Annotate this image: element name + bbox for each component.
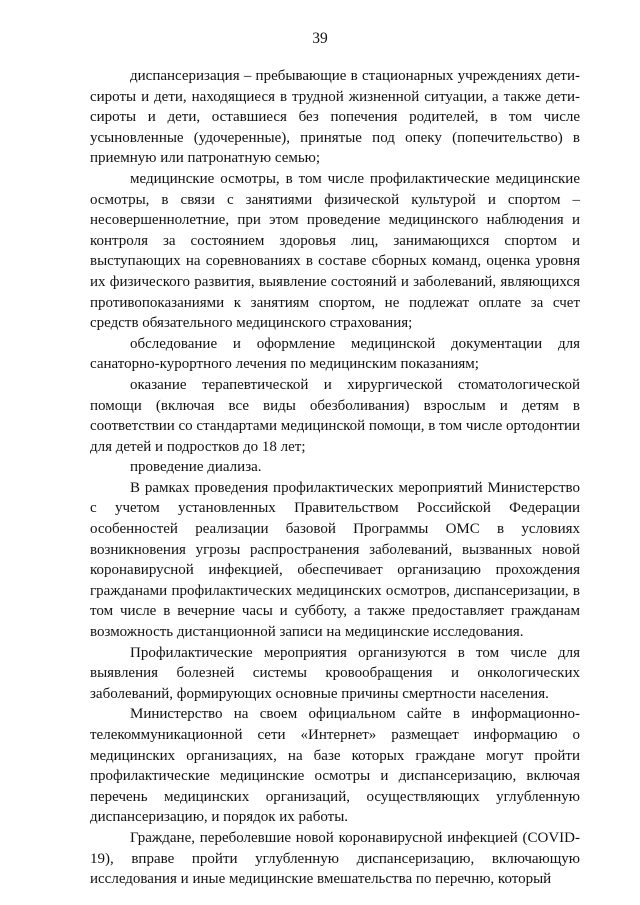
paragraph-preventive-measures-purpose: Профилактические мероприятия организуются в том числе для выявления болезней системы кровообращения и онкологических заболеваний, формирующих основные причины смертности населения. xyxy=(90,644,580,702)
paragraph-medical-checkups-sport: медицинские осмотры, в том числе профилактические медицинские осмотры, в связи с занятиями физической культурой и спортом – несовершеннолетние, при этом проведение медицинского наблюдения и контроля за состоянием здоровья лиц, занимающихся спортом и выступающих на соревнованиях в составе сборных команд, оценка уровня их физического развития, выявление состояний и заболеваний, являющихся противопоказаниями к занятиям спортом, не подлежат оплате за счет средств обязательного медицинского страхования; xyxy=(90,170,580,332)
paragraph-dispanserization-orphans: диспансеризация – пребывающие в стационарных учреждениях дети-сироты и дети, находящиеся в трудной жизненной ситуации, а также дети-сироты и дети, оставшиеся без попечения родителей, в том числе усыновленные (удочеренные), принятые под опеку (попечительство) в приемную или патронатную семью; xyxy=(90,68,580,167)
page-number: 39 xyxy=(312,30,328,47)
paragraph-sanatorium-documentation: обследование и оформление медицинской документации для санаторно-курортного лечения по медицинским показаниям; xyxy=(90,335,580,373)
paragraph-dental-care: оказание терапевтической и хирургической стоматологической помощи (включая все виды обезболивания) взрослым и детям в соответствии со стандартами медицинской помощи, в том числе ортодонтии для детей и подростков до 18 лет; xyxy=(90,376,580,455)
paragraph-covid-recovered-citizens: Граждане, переболевшие новой коронавирусной инфекцией (COVID-19), вправе пройти углубленную диспансеризацию, включающую исследования и иные медицинские вмешательства по перечню, который xyxy=(90,829,580,888)
paragraph-preventive-measures-ministry: В рамках проведения профилактических мероприятий Министерство с учетом установленных Правительством Российской Федерации особенностей реализации базовой Программы ОМС в условиях возникновения угрозы распространения заболеваний, вызванных новой коронавирусной инфекцией, обеспечивает организацию прохождения гражданами профилактических медицинских осмотров, диспансеризации, в том числе в вечерние часы и субботу, а также предоставляет гражданам возможность дистанционной записи на медицинские исследования. xyxy=(90,479,580,641)
document-body xyxy=(90,66,580,890)
paragraph-dialysis: проведение диализа. xyxy=(130,459,262,476)
paragraph-ministry-website-info: Министерство на своем официальном сайте в информационно-телекоммуникационной сети «Интернет» размещает информацию о медицинских организациях, на базе которых граждане могут пройти профилактические медицинские осмотры и диспансеризацию, включая перечень медицинских организаций, осуществляющих углубленную диспансеризацию, и порядок их работы. xyxy=(90,706,580,826)
